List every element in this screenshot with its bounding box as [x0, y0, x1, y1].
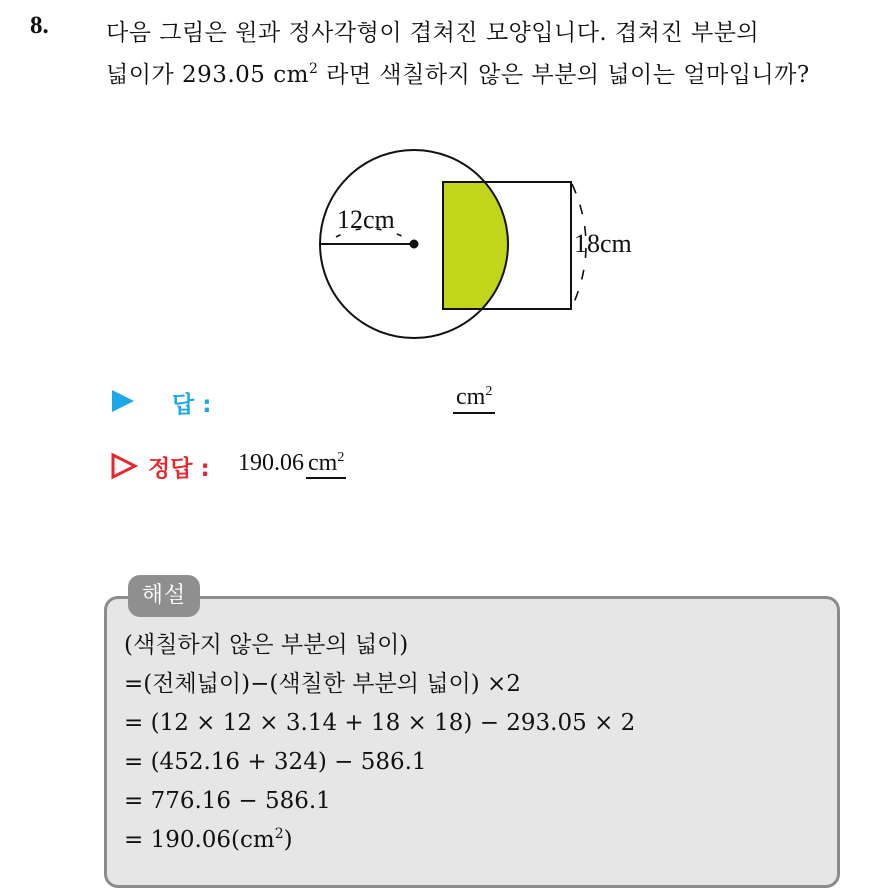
explanation-line-4: = (452.16 + 324) − 586.1 — [124, 749, 427, 775]
question-line-1: 다음 그림은 원과 정사각형이 겹쳐진 모양입니다. 겹쳐진 부분의 — [106, 20, 760, 46]
figure-svg — [300, 140, 660, 350]
answer-unit-text: cm — [456, 384, 486, 410]
explanation-lines — [124, 626, 635, 860]
play-arrow-icon — [112, 390, 134, 412]
explanation-line-6 — [124, 821, 635, 860]
explanation-line-3: = (12 × 12 × 3.14 + 18 × 18) − 293.05 × 2 — [124, 710, 636, 736]
answer-label: 답 : — [172, 392, 212, 418]
side-label: 18cm — [574, 229, 632, 258]
question-line-2-after: 라면 색칠하지 않은 부분의 넓이는 얼마입니까? — [318, 62, 810, 88]
explanation-line-6-unit: cm — [240, 827, 275, 853]
answer-unit-superscript: 2 — [485, 384, 493, 399]
correct-answer-row — [108, 448, 608, 484]
explanation-line-1: (색칠하지 않은 부분의 넓이) — [124, 632, 409, 658]
outline-arrow-icon — [110, 452, 138, 480]
explanation-line-6-after: ) — [283, 827, 293, 853]
geometry-figure — [300, 140, 660, 354]
correct-number: 190.06 — [238, 450, 304, 476]
explanation-line-6-superscript: 2 — [274, 826, 284, 842]
answer-unit[interactable] — [453, 384, 495, 414]
explanation-line-5: = 776.16 − 586.1 — [124, 788, 331, 814]
explanation-line-6-before: = 190.06( — [124, 827, 241, 853]
question-text — [106, 12, 866, 96]
question-line-2 — [106, 54, 866, 96]
question-unit-superscript: 2 — [308, 61, 319, 77]
explanation-tab: 해설 — [128, 575, 200, 617]
center-point — [410, 240, 419, 249]
question-line-2-before: 넓이가 293.05 cm — [106, 62, 309, 88]
correct-label: 정답 : — [148, 456, 210, 482]
correct-unit-text: cm — [308, 450, 338, 476]
correct-unit — [306, 450, 346, 479]
correct-unit-superscript: 2 — [337, 450, 345, 465]
correct-value — [238, 450, 346, 477]
explanation-line-2: =(전체넓이)−(색칠한 부분의 넓이) ×2 — [124, 671, 521, 697]
radius-label: 12cm — [337, 205, 395, 234]
answer-row — [108, 384, 608, 420]
question-number: 8. — [30, 12, 49, 39]
